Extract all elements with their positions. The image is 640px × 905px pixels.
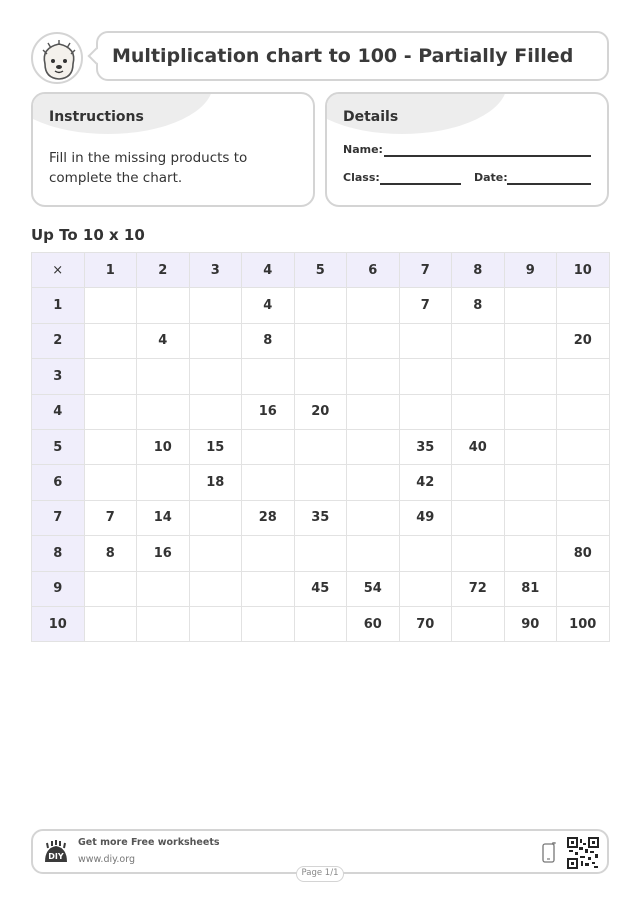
phone-icon <box>541 842 557 864</box>
blank-answer-cell[interactable] <box>84 323 137 358</box>
blank-answer-cell[interactable] <box>347 394 400 429</box>
blank-answer-cell[interactable] <box>84 288 137 323</box>
blank-answer-cell[interactable] <box>452 394 505 429</box>
blank-answer-cell[interactable] <box>452 323 505 358</box>
row-header-3: 3 <box>32 359 85 394</box>
row-header-5: 5 <box>32 429 85 464</box>
blank-answer-cell[interactable] <box>294 606 347 641</box>
chart-row-3 <box>32 359 610 394</box>
blank-answer-cell[interactable] <box>504 536 557 571</box>
blank-answer-cell[interactable] <box>189 323 242 358</box>
product-cell: 16 <box>242 394 295 429</box>
product-cell: 90 <box>504 606 557 641</box>
multiplication-chart <box>31 252 610 642</box>
qr-code-icon[interactable] <box>567 837 599 869</box>
svg-text:DIY: DIY <box>48 852 64 861</box>
row-header-1: 1 <box>32 288 85 323</box>
chart-row-5 <box>32 429 610 464</box>
blank-answer-cell[interactable] <box>294 465 347 500</box>
blank-answer-cell[interactable] <box>557 394 610 429</box>
title-banner <box>96 31 609 81</box>
blank-answer-cell[interactable] <box>452 465 505 500</box>
product-cell: 54 <box>347 571 400 606</box>
chart-row-9 <box>32 571 610 606</box>
blank-answer-cell[interactable] <box>399 323 452 358</box>
blank-answer-cell[interactable] <box>137 465 190 500</box>
chart-row-4 <box>32 394 610 429</box>
product-cell: 70 <box>399 606 452 641</box>
row-header-8: 8 <box>32 536 85 571</box>
instructions-card <box>31 92 315 207</box>
blank-answer-cell[interactable] <box>84 429 137 464</box>
blank-answer-cell[interactable] <box>242 536 295 571</box>
blank-answer-cell[interactable] <box>399 394 452 429</box>
instructions-heading: Instructions <box>49 109 144 125</box>
product-cell: 8 <box>452 288 505 323</box>
blank-answer-cell[interactable] <box>189 606 242 641</box>
blank-answer-cell[interactable] <box>242 606 295 641</box>
blank-answer-cell[interactable] <box>452 606 505 641</box>
product-cell: 10 <box>137 429 190 464</box>
blank-answer-cell[interactable] <box>557 288 610 323</box>
sloth-mascot-icon <box>33 34 83 84</box>
blank-answer-cell[interactable] <box>294 536 347 571</box>
blank-answer-cell[interactable] <box>452 500 505 535</box>
blank-answer-cell[interactable] <box>399 571 452 606</box>
details-heading: Details <box>343 109 399 125</box>
product-cell: 81 <box>504 571 557 606</box>
chart-row-10 <box>32 606 610 641</box>
column-header-9: 9 <box>504 253 557 288</box>
blank-answer-cell[interactable] <box>347 288 400 323</box>
product-cell: 4 <box>137 323 190 358</box>
product-cell: 28 <box>242 500 295 535</box>
column-header-5: 5 <box>294 253 347 288</box>
blank-answer-cell[interactable] <box>557 571 610 606</box>
row-header-10: 10 <box>32 606 85 641</box>
section-heading: Up To 10 x 10 <box>31 226 145 244</box>
product-cell: 8 <box>242 323 295 358</box>
blank-answer-cell[interactable] <box>242 429 295 464</box>
blank-answer-cell[interactable] <box>504 429 557 464</box>
blank-answer-cell[interactable] <box>137 606 190 641</box>
chart-header-row <box>32 253 610 288</box>
blank-answer-cell[interactable] <box>84 571 137 606</box>
blank-answer-cell[interactable] <box>294 288 347 323</box>
blank-answer-cell[interactable] <box>84 606 137 641</box>
blank-answer-cell[interactable] <box>347 323 400 358</box>
blank-answer-cell[interactable] <box>189 359 242 394</box>
blank-answer-cell[interactable] <box>294 323 347 358</box>
blank-answer-cell[interactable] <box>294 359 347 394</box>
product-cell: 40 <box>452 429 505 464</box>
blank-answer-cell[interactable] <box>557 359 610 394</box>
column-header-3: 3 <box>189 253 242 288</box>
blank-answer-cell[interactable] <box>399 359 452 394</box>
product-cell: 49 <box>399 500 452 535</box>
product-cell: 35 <box>294 500 347 535</box>
page-title: Multiplication chart to 100 - Partially Filled <box>112 45 574 67</box>
blank-answer-cell[interactable] <box>504 394 557 429</box>
blank-answer-cell[interactable] <box>189 394 242 429</box>
blank-answer-cell[interactable] <box>504 323 557 358</box>
blank-answer-cell[interactable] <box>452 359 505 394</box>
blank-answer-cell[interactable] <box>557 465 610 500</box>
blank-answer-cell[interactable] <box>84 394 137 429</box>
footer-promo-text: Get more Free worksheets <box>78 837 220 848</box>
mascot-avatar <box>31 32 83 84</box>
row-header-7: 7 <box>32 500 85 535</box>
chart-row-2 <box>32 323 610 358</box>
date-field[interactable] <box>507 183 591 185</box>
product-cell: 80 <box>557 536 610 571</box>
speech-tail <box>88 48 105 65</box>
blank-answer-cell[interactable] <box>347 536 400 571</box>
row-header-9: 9 <box>32 571 85 606</box>
diy-logo-icon[interactable] <box>42 838 70 866</box>
product-cell: 60 <box>347 606 400 641</box>
product-cell: 42 <box>399 465 452 500</box>
page-number: Page 1/1 <box>296 866 344 882</box>
column-header-8: 8 <box>452 253 505 288</box>
instructions-text: Fill in the missing products to complete the chart. <box>49 150 248 186</box>
product-cell: 7 <box>84 500 137 535</box>
blank-answer-cell[interactable] <box>84 359 137 394</box>
chart-row-6 <box>32 465 610 500</box>
column-header-6: 6 <box>347 253 400 288</box>
product-cell: 4 <box>242 288 295 323</box>
product-cell: 15 <box>189 429 242 464</box>
product-cell: 45 <box>294 571 347 606</box>
blank-answer-cell[interactable] <box>84 465 137 500</box>
chart-row-7 <box>32 500 610 535</box>
product-cell: 7 <box>399 288 452 323</box>
product-cell: 16 <box>137 536 190 571</box>
blank-answer-cell[interactable] <box>347 465 400 500</box>
product-cell: 14 <box>137 500 190 535</box>
product-cell: 20 <box>557 323 610 358</box>
blank-answer-cell[interactable] <box>504 288 557 323</box>
blank-answer-cell[interactable] <box>189 536 242 571</box>
blank-answer-cell[interactable] <box>557 500 610 535</box>
row-header-4: 4 <box>32 394 85 429</box>
blank-answer-cell[interactable] <box>347 359 400 394</box>
class-field[interactable] <box>380 183 461 185</box>
chart-row-1 <box>32 288 610 323</box>
blank-answer-cell[interactable] <box>137 571 190 606</box>
date-label: Date: <box>474 171 508 184</box>
blank-answer-cell[interactable] <box>347 429 400 464</box>
blank-answer-cell[interactable] <box>242 571 295 606</box>
blank-answer-cell[interactable] <box>189 288 242 323</box>
product-cell: 20 <box>294 394 347 429</box>
blank-answer-cell[interactable] <box>189 571 242 606</box>
blank-answer-cell[interactable] <box>242 465 295 500</box>
name-field[interactable] <box>384 155 591 157</box>
blank-answer-cell[interactable] <box>189 500 242 535</box>
blank-answer-cell[interactable] <box>452 536 505 571</box>
column-header-2: 2 <box>137 253 190 288</box>
blank-answer-cell[interactable] <box>137 394 190 429</box>
blank-answer-cell[interactable] <box>504 500 557 535</box>
blank-answer-cell[interactable] <box>399 536 452 571</box>
blank-answer-cell[interactable] <box>137 359 190 394</box>
blank-answer-cell[interactable] <box>504 465 557 500</box>
column-header-10: 10 <box>557 253 610 288</box>
blank-answer-cell[interactable] <box>294 429 347 464</box>
product-cell: 100 <box>557 606 610 641</box>
multiply-symbol-cell: × <box>32 253 85 288</box>
details-card <box>325 92 609 207</box>
column-header-4: 4 <box>242 253 295 288</box>
blank-answer-cell[interactable] <box>137 288 190 323</box>
chart-row-8 <box>32 536 610 571</box>
product-cell: 72 <box>452 571 505 606</box>
product-cell: 35 <box>399 429 452 464</box>
product-cell: 8 <box>84 536 137 571</box>
row-header-6: 6 <box>32 465 85 500</box>
blank-answer-cell[interactable] <box>557 429 610 464</box>
blank-answer-cell[interactable] <box>347 500 400 535</box>
name-label: Name: <box>343 143 383 156</box>
product-cell: 18 <box>189 465 242 500</box>
row-header-2: 2 <box>32 323 85 358</box>
column-header-7: 7 <box>399 253 452 288</box>
footer-url-link[interactable]: www.diy.org <box>78 854 135 865</box>
column-header-1: 1 <box>84 253 137 288</box>
blank-answer-cell[interactable] <box>504 359 557 394</box>
blank-answer-cell[interactable] <box>242 359 295 394</box>
class-label: Class: <box>343 171 380 184</box>
